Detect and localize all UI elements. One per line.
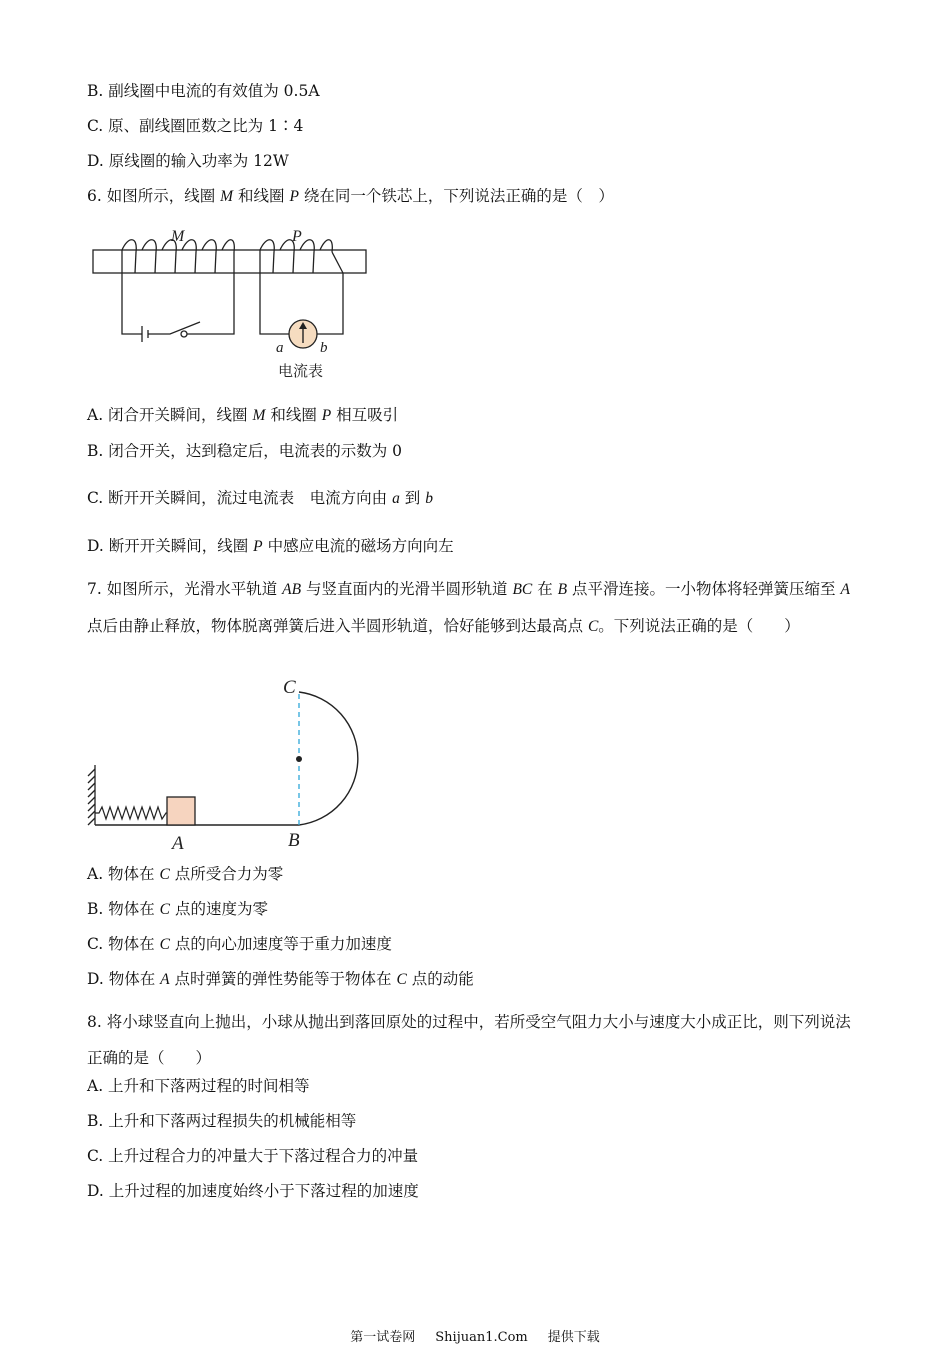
- footer-site-en[interactable]: Shijuan1.Com: [435, 1330, 528, 1345]
- wall: [88, 765, 95, 825]
- q5-option-b: B. 副线圈中电流的有效值为 0.5A: [87, 82, 320, 100]
- q5-option-c: C. 原、副线圈匝数之比为 1∶4: [87, 117, 304, 135]
- q6-stem: 6. 如图所示，线圈 M 和线圈 P 绕在同一个铁芯上，下列说法正确的是（ ）: [87, 187, 614, 205]
- center-dot: [296, 756, 302, 762]
- spring: [95, 807, 167, 819]
- q8-option-d: D. 上升过程的加速度始终小于下落过程的加速度: [87, 1182, 419, 1200]
- q6-option-b: B. 闭合开关，达到稳定后，电流表的示数为 0: [87, 442, 403, 460]
- q7-option-c: C. 物体在 C 点的向心加速度等于重力加速度: [87, 935, 392, 953]
- ammeter-icon: [289, 320, 317, 348]
- q7-stem: 7. 如图所示，光滑水平轨道 AB 与竖直面内的光滑半圆形轨道 BC 在 B 点平滑连接。一小物体将轻弹簧压缩至 A 点后由静止释放，物体脱离弹簧后进入半圆形轨道，恰好能够到达最高点 C。下列说法正确的是（ ）: [87, 580, 850, 635]
- page-footer: [0, 1326, 950, 1345]
- iron-core: [93, 250, 366, 273]
- q7-option-a: A. 物体在 C 点所受合力为零: [87, 865, 284, 883]
- q7-track-diagram: [85, 673, 375, 853]
- q7-option-d: D. 物体在 A 点时弹簧的弹性势能等于物体在 C 点的动能: [87, 970, 474, 988]
- label-a: a: [276, 340, 284, 356]
- q6-option-c: C. 断开开关瞬间，流过电流表 电流方向由 a 到 b: [87, 489, 433, 507]
- q8-stem: 8. 将小球竖直向上抛出，小球从抛出到落回原处的过程中，若所受空气阻力大小与速度大小成正比，则下列说法正确的是（ ）: [87, 1013, 851, 1067]
- label-c: C: [283, 677, 296, 698]
- switch-contact: [181, 331, 187, 337]
- ammeter-caption: 电流表: [278, 362, 324, 380]
- q6-option-d: D. 断开开关瞬间，线圈 P 中感应电流的磁场方向向左: [87, 537, 454, 555]
- q6-coil-diagram: [88, 222, 388, 382]
- block: [167, 797, 195, 825]
- footer-site-cn: 第一试卷网: [350, 1330, 416, 1345]
- q8-option-a: A. 上升和下落两过程的时间相等: [87, 1077, 310, 1095]
- q6-option-a: A. 闭合开关瞬间，线圈 M 和线圈 P 相互吸引: [87, 406, 399, 424]
- label-b: b: [320, 340, 328, 356]
- semicircle-track: [299, 692, 358, 825]
- label-p: P: [292, 228, 302, 245]
- footer-tail: 提供下载: [547, 1330, 600, 1345]
- label-a: A: [172, 833, 184, 854]
- q7-option-b: B. 物体在 C 点的速度为零: [87, 900, 268, 918]
- circuit-m: [122, 273, 234, 342]
- q8-option-c: C. 上升过程合力的冲量大于下落过程合力的冲量: [87, 1147, 419, 1165]
- q8-option-b: B. 上升和下落两过程损失的机械能相等: [87, 1112, 357, 1130]
- label-m: M: [171, 228, 185, 245]
- q5-option-d: D. 原线圈的输入功率为 12W: [87, 152, 289, 170]
- label-b: B: [288, 830, 300, 851]
